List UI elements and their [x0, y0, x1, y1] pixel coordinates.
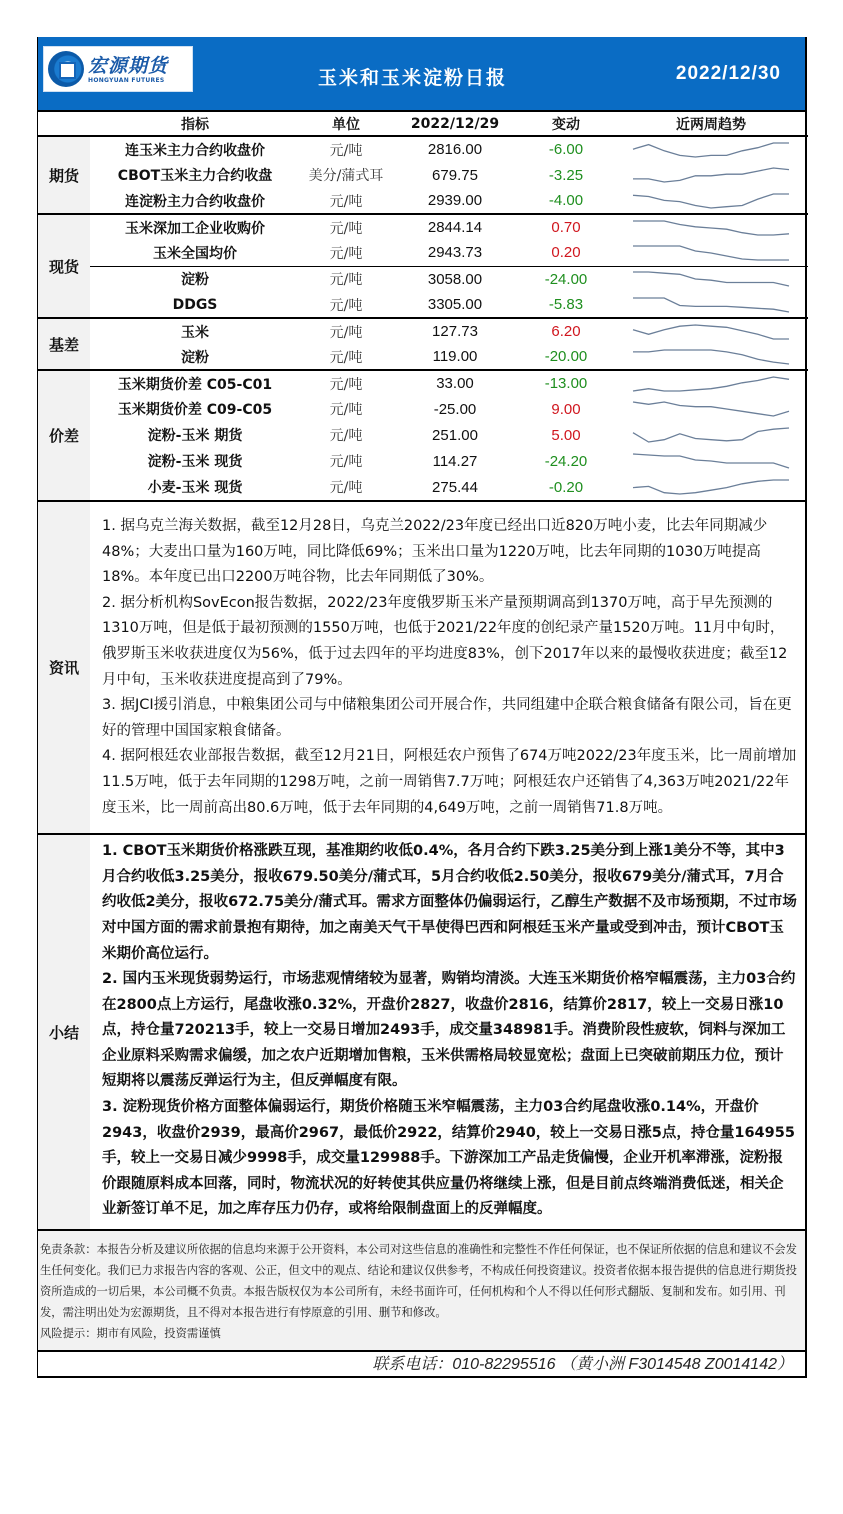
summary-item: 3. 淀粉现货价格方面整体偏弱运行，期货价格随玉米窄幅震荡，主力03合约尾盘收涨0.14%，开盘价2943，收盘价2939，最高价2967，最低价2922，结算价2940，较上一交易日涨5点，持仓量164955手，较上一交易日减少9998手，成交量129988手。下游深加工产品走货偏慢，企业开机率滞涨，淀粉报价跟随原料成本回落，同时，物流状况的好转使其供应量仍将继续上涨，但是目前点终端消费低迷，相关企业新签订单不足，加之库存压力仍存，或将给限制盘面上的反弹幅度。 — [102, 1099, 795, 1218]
indicator-name: 淀粉-玉米 期货 — [147, 428, 243, 444]
table-row — [38, 318, 808, 344]
change-value: -3.25 — [548, 166, 584, 184]
change-value: -24.00 — [518, 266, 614, 292]
change-value: -4.00 — [548, 192, 584, 209]
unit: 元/吨 — [329, 428, 363, 444]
unit: 元/吨 — [300, 370, 392, 396]
change-value: 0.70 — [518, 214, 614, 240]
value: 275.44 — [432, 478, 478, 496]
column-header-category — [38, 112, 90, 136]
trend-sparkline — [614, 214, 808, 240]
change-value: -6.00 — [548, 141, 584, 158]
change-value: 6.20 — [518, 318, 614, 344]
trend-sparkline — [614, 474, 808, 500]
indicator-name: 小麦-玉米 现货 — [147, 480, 243, 496]
column-header-date: 2022/12/29 — [392, 112, 518, 136]
unit: 元/吨 — [329, 349, 363, 366]
risk-warning: 风险提示：期市有风险，投资需谨慎 — [40, 1327, 221, 1341]
disclaimer — [38, 1229, 805, 1350]
indicator-name: 连淀粉主力合约收盘价 — [125, 193, 265, 210]
table-row — [38, 266, 808, 292]
change-value: -24.20 — [544, 452, 588, 470]
news-body — [90, 502, 805, 833]
indicator-name: 玉米期货价差 C09-C05 — [117, 402, 273, 418]
news-label: 资讯 — [38, 502, 90, 833]
sparkline-chart-icon — [631, 165, 791, 185]
value: 2943.73 — [427, 244, 483, 262]
change-value: 0.20 — [551, 244, 581, 262]
trend-sparkline — [614, 240, 808, 266]
unit: 元/吨 — [329, 480, 363, 496]
value: 251.00 — [432, 426, 478, 444]
value: 2816.00 — [427, 141, 483, 158]
unit: 元/吨 — [329, 297, 363, 314]
logo-chinese-name: 宏源期货 — [88, 54, 169, 77]
value: 119.00 — [432, 348, 478, 365]
value: 2939.00 — [427, 192, 483, 209]
sparkline-chart-icon — [631, 374, 791, 394]
trend-sparkline — [614, 448, 808, 474]
sparkline-chart-icon — [631, 243, 791, 263]
indicator-name: 玉米深加工企业收购价 — [90, 214, 300, 240]
unit: 元/吨 — [300, 214, 392, 240]
change-value: 9.00 — [551, 400, 581, 418]
sparkline-chart-icon — [631, 218, 791, 238]
sparkline-chart-icon — [631, 347, 791, 367]
summary-section — [38, 833, 805, 1229]
table-row — [38, 422, 808, 448]
value: 679.75 — [432, 166, 478, 184]
value: 114.27 — [432, 452, 478, 470]
news-item: 2. 据分析机构SovEcon报告数据，2022/23年度俄罗斯玉米产量预期调高到1370万吨，高于早先预测的1310万吨，但是低于最初预测的1550万吨，也低于2021/22年度的创纪录产量1520万吨。11月中旬时，俄罗斯玉米收获进度仅为56%，低于过去四年的平均进度83%，创下2017年以来的最慢收获进度；截至12月中旬，玉米收获进度提高到了79%。 — [102, 594, 788, 688]
value: 3305.00 — [427, 296, 483, 313]
news-item: 1. 据乌克兰海关数据，截至12月28日，乌克兰2022/23年度已经出口近820万吨小麦，比去年同期减少48%；大麦出口量为160万吨，同比降低69%；玉米出口量为1220万吨，比去年同期的1030万吨提高18%。本年度已出口2200万吨谷物，比去年同期低了30%。 — [102, 518, 768, 586]
contact-info: 联系电话：010-82295516 （黄小洲 F3014548 Z0014142） — [38, 1350, 805, 1378]
summary-label: 小结 — [38, 835, 90, 1229]
sparkline-chart-icon — [631, 191, 791, 211]
table-row — [38, 396, 808, 422]
unit: 元/吨 — [300, 266, 392, 292]
indicator-name: 淀粉-玉米 现货 — [147, 454, 243, 470]
category-label: 基差 — [38, 318, 90, 370]
disclaimer-text: 免责条款：本报告分析及建议所依据的信息均来源于公开资料，本公司对这些信息的准确性和完整性不作任何保证，也不保证所依据的信息和建议不会发生任何变化。我们已力求报告内容的客观、公正，但文中的观点、结论和建议仅供参考，不构成任何投资建议。投资者依据本报告提供的信息进行期货投资所造成的一切后果，本公司概不负责。本报告版权仅为本公司所有，未经书面许可，任何机构和个人不得以任何形式翻版、复制和发布。如引用、刊发，需注明出处为宏源期货，且不得对本报告进行有悖原意的引用、删节和修改。 — [40, 1243, 797, 1320]
indicator-name: 玉米 — [90, 318, 300, 344]
sparkline-chart-icon — [631, 322, 791, 342]
report-title: 玉米和玉米淀粉日报 — [318, 67, 508, 89]
table-row — [38, 370, 808, 396]
category-label: 现货 — [38, 214, 90, 318]
table-row — [38, 344, 808, 370]
change-value: 5.00 — [551, 426, 581, 444]
table-row — [38, 448, 808, 474]
price-table — [38, 112, 808, 500]
unit: 元/吨 — [329, 245, 363, 262]
table-row — [38, 136, 808, 162]
value: 3058.00 — [392, 266, 518, 292]
value: 2844.14 — [392, 214, 518, 240]
trend-sparkline — [614, 370, 808, 396]
unit: 元/吨 — [329, 142, 363, 159]
column-header-indicator: 指标 — [90, 112, 300, 136]
indicator-name: 淀粉 — [181, 349, 209, 366]
category-label: 期货 — [38, 136, 90, 214]
change-value: -13.00 — [518, 370, 614, 396]
table-row — [38, 188, 808, 214]
category-label: 价差 — [38, 370, 90, 500]
indicator-name: 玉米期货价差 C05-C01 — [90, 370, 300, 396]
indicator-name: 连玉米主力合约收盘价 — [125, 142, 265, 159]
change-value: -5.83 — [548, 296, 584, 313]
news-item: 3. 据JCI援引消息，中粮集团公司与中储粮集团公司开展合作，共同组建中企联合粮食储备有限公司，旨在更好的管理中国国家粮食储备。 — [102, 697, 792, 739]
trend-sparkline — [614, 396, 808, 422]
trend-sparkline — [614, 344, 808, 370]
logo-english-name: HONGYUAN FUTURES — [88, 76, 165, 84]
trend-sparkline — [614, 422, 808, 448]
sparkline-chart-icon — [631, 269, 791, 289]
summary-item: 2. 国内玉米现货弱势运行，市场悲观情绪较为显著，购销均清淡。大连玉米期货价格窄幅震荡，主力03合约在2800点上方运行，尾盘收涨0.32%，开盘价2827，收盘价2816，结算价2817，较上一交易日涨10点，持仓量720213手，较上一交易日增加2493手，成交量348981手。消费阶段性疲软，饲料与深加工企业原料采购需求偏缓，加之农户近期增加售粮，玉米供需格局较显宽松；盘面上已突破前期压力位，预计短期将以震荡反弹运行为主，但反弹幅度有限。 — [102, 971, 796, 1090]
unit: 元/吨 — [329, 402, 363, 418]
table-row — [38, 292, 808, 318]
report-header — [38, 37, 805, 110]
unit: 元/吨 — [300, 318, 392, 344]
sparkline-chart-icon — [631, 295, 791, 315]
indicator-name: 淀粉 — [90, 266, 300, 292]
summary-item: 1. CBOT玉米期货价格涨跌互现，基准期约收低0.4%，各月合约下跌3.25美分到上涨1美分不等，其中3月合约收低3.25美分，报收679.50美分/蒲式耳，5月合约收低2.50美分，报收679美分/蒲式耳，7月合约收低2美分，报收672.75美分/蒲式耳。需求方面整体仍偏弱运行，乙醇生产数据不及市场预期，不过市场对中国方面的需求前景抱有期待，加之南美天气干旱使得巴西和阿根廷玉米产量或受到冲击，预计CBOT玉米期价高位运行。 — [102, 843, 797, 962]
indicator-name: DDGS — [172, 296, 218, 313]
table-row — [38, 240, 808, 266]
daily-report — [37, 37, 807, 1378]
unit: 元/吨 — [329, 454, 363, 470]
news-item: 4. 据阿根廷农业部报告数据，截至12月21日，阿根廷农户预售了674万吨2022/23年度玉米，比一周前增加11.5万吨，低于去年同期的1298万吨，之前一周销售7.7万吨；阿根廷农户还销售了4,363万吨2021/22年度玉米，比一周前高出80.6万吨，低于去年同期的4,649万吨，之前一周销售71.8万吨。 — [102, 748, 797, 816]
column-header-unit: 单位 — [300, 112, 392, 136]
indicator-name: CBOT玉米主力合约收盘 — [117, 168, 273, 184]
change-value: -20.00 — [544, 348, 588, 365]
trend-sparkline — [614, 318, 808, 344]
company-logo — [43, 46, 193, 92]
news-section — [38, 500, 805, 833]
trend-sparkline — [614, 188, 808, 214]
column-header-change: 变动 — [518, 112, 614, 136]
column-header-trend: 近两周趋势 — [614, 112, 808, 136]
report-date: 2022/12/30 — [675, 63, 781, 84]
change-value: -0.20 — [548, 478, 584, 496]
table-row — [38, 162, 808, 188]
table-row — [38, 214, 808, 240]
trend-sparkline — [614, 292, 808, 318]
sparkline-chart-icon — [631, 140, 791, 160]
table-header-row — [38, 112, 808, 136]
logo-mark-icon — [48, 51, 84, 87]
trend-sparkline — [614, 266, 808, 292]
sparkline-chart-icon — [631, 399, 791, 419]
sparkline-chart-icon — [631, 477, 791, 497]
value: 127.73 — [392, 318, 518, 344]
value: -25.00 — [433, 400, 477, 418]
value: 33.00 — [392, 370, 518, 396]
indicator-name: 玉米全国均价 — [153, 245, 237, 262]
unit: 美分/蒲式耳 — [308, 168, 384, 184]
sparkline-chart-icon — [631, 425, 791, 445]
sparkline-chart-icon — [631, 451, 791, 471]
trend-sparkline — [614, 162, 808, 188]
trend-sparkline — [614, 136, 808, 162]
summary-body — [90, 835, 805, 1229]
unit: 元/吨 — [329, 193, 363, 210]
table-row — [38, 474, 808, 500]
